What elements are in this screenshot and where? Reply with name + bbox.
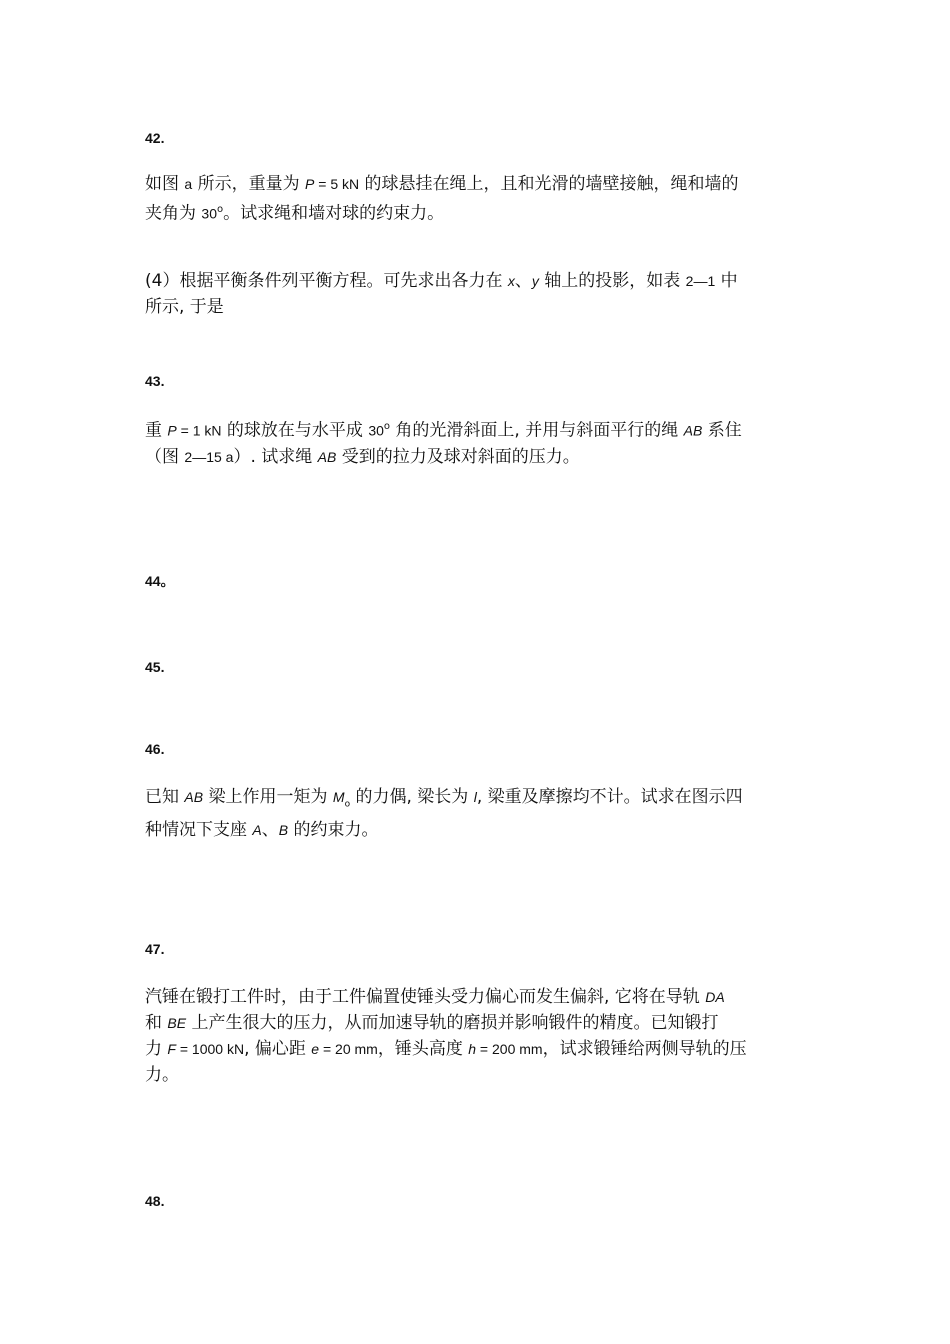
problem-45-number: 45.	[145, 659, 165, 675]
step-4-line-1: (4）根据平衡条件列平衡方程。可先求出各力在 x、y 轴上的投影，如表 2—1 中	[145, 271, 738, 291]
problem-43-line-1: 重 P = 1 kN 的球放在与水平成 30$^o$ 角的光滑斜面上, 并用与斜面平行的绳 AB 系住	[145, 420, 742, 441]
problem-48-number: 48.	[145, 1193, 165, 1209]
problem-47-number: 47.	[145, 941, 165, 957]
problem-44-number: 44。	[145, 573, 175, 589]
problem-42-text	[145, 171, 815, 227]
problem-46-line-2: 种情况下支座 A、B 的约束力。	[145, 820, 379, 841]
problem-42-line-2: 夹角为 30$^o$。试求绳和墙对球的约束力。	[145, 203, 445, 224]
problem-47-text	[145, 984, 815, 1088]
problem-43-number: 43.	[145, 373, 165, 389]
problem-46-number: 46.	[145, 741, 165, 757]
problem-47-line-3: 力 F = 1000 kN, 偏心距 e = 20 mm，锤头高度 h = 200 mm，试求锻锤给两侧导轨的压	[145, 1039, 747, 1059]
problem-47-line-1: 汽锤在锻打工件时，由于工件偏置使锤头受力偏心而发生偏斜, 它将在导轨 DA	[145, 987, 725, 1007]
problem-47-line-2: 和 BE 上产生很大的压力，从而加速导轨的磨损并影响锻件的精度。已知锻打	[145, 1013, 719, 1033]
problem-42-number: 42.	[145, 130, 165, 146]
problem-43-line-2: （图 2—15 a）. 试求绳 AB 受到的拉力及球对斜面的压力。	[145, 446, 580, 467]
step-4-line-2: 所示, 于是	[145, 297, 224, 317]
problem-46-text	[145, 784, 815, 843]
problem-46-line-1: 已知 AB 梁上作用一矩为 $M_o$ 的力偶, 梁长为 l, 梁重及摩擦均不计。试求在图示四	[145, 787, 743, 810]
problem-42-line-1: 如图 a 所示，重量为 P = 5 kN 的球悬挂在绳上，且和光滑的墙壁接触，绳和墙的	[145, 174, 739, 194]
problem-42-step-4	[145, 268, 815, 320]
problem-47-line-4: 力。	[145, 1065, 179, 1085]
problem-43-text	[145, 414, 815, 470]
